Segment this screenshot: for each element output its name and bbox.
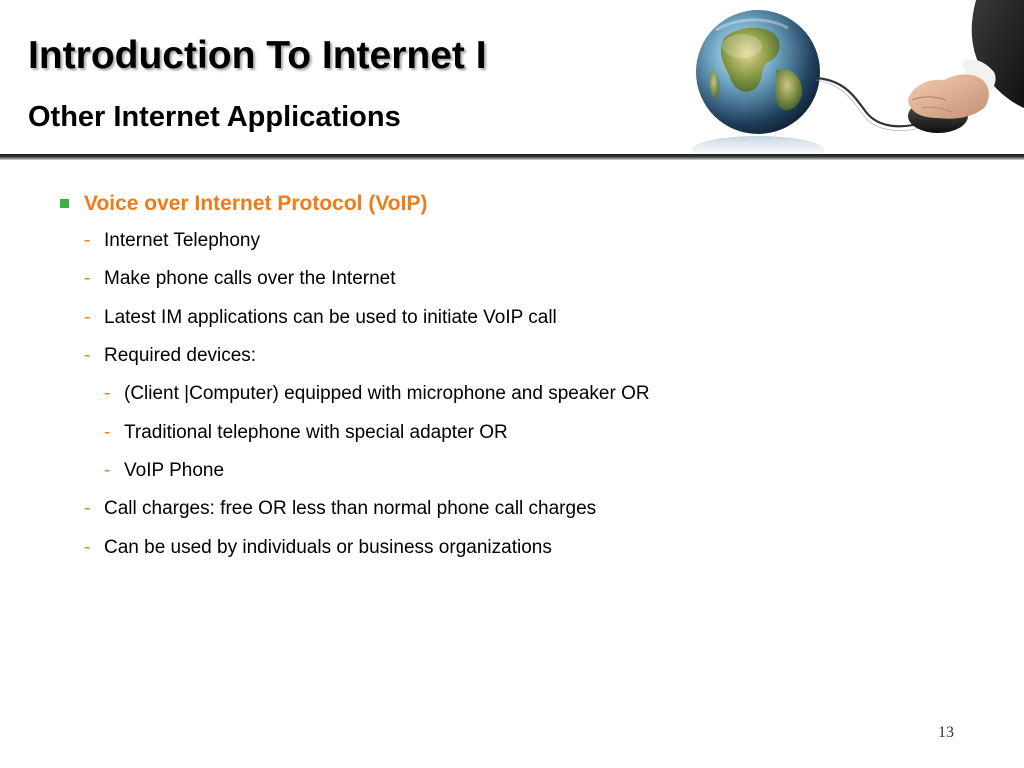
dash-marker: - xyxy=(84,536,91,558)
slide-title: Introduction To Internet I xyxy=(28,34,487,77)
page-number: 13 xyxy=(938,724,954,741)
dash-marker: - xyxy=(104,421,111,443)
dash-marker: - xyxy=(84,306,91,328)
dash-marker: - xyxy=(84,230,91,252)
list-item-text: Internet Telephony xyxy=(104,230,260,252)
list-item-text: Call charges: free OR less than normal phone call charges xyxy=(104,498,597,520)
dash-marker: - xyxy=(84,498,91,520)
list-item xyxy=(60,528,960,566)
list-item-text: Required devices: xyxy=(104,345,257,367)
sub-list-item xyxy=(60,452,960,490)
bullet-heading-text: Voice over Internet Protocol (VoIP) xyxy=(84,192,428,215)
dash-marker: - xyxy=(84,345,91,367)
sub-list-item xyxy=(60,375,960,413)
list-item-text: Latest IM applications can be used to initiate VoIP call xyxy=(104,306,557,328)
sub-list-item-text: (Client |Computer) equipped with microphone and speaker OR xyxy=(124,383,650,405)
square-bullet-icon xyxy=(60,199,69,208)
list-item xyxy=(60,260,960,298)
dash-marker: - xyxy=(84,268,91,290)
globe-with-hand-on-mouse-icon xyxy=(676,0,1024,158)
list-item xyxy=(60,299,960,337)
dash-marker: - xyxy=(104,383,111,405)
sub-list-item-text: Traditional telephone with special adapter OR xyxy=(124,421,508,443)
list-item xyxy=(60,337,960,375)
list-item xyxy=(60,222,960,260)
dash-marker: - xyxy=(104,459,111,481)
list-item xyxy=(60,490,960,528)
list-item-text: Can be used by individuals or business organizations xyxy=(104,536,552,558)
bullet-heading xyxy=(60,186,960,222)
slide-content xyxy=(60,186,960,567)
header-divider xyxy=(0,154,1024,160)
slide-subtitle: Other Internet Applications xyxy=(28,101,401,133)
sub-list-item-text: VoIP Phone xyxy=(124,459,225,481)
list-item-text: Make phone calls over the Internet xyxy=(104,268,396,290)
sub-list-item xyxy=(60,413,960,451)
